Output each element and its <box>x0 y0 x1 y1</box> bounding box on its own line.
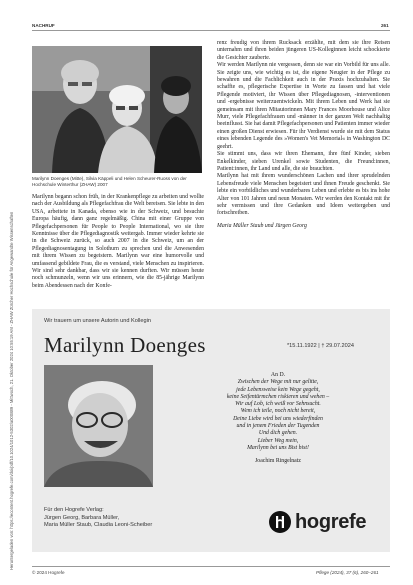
header-rule <box>32 30 390 31</box>
obituary-signatories <box>44 507 152 530</box>
obituary-intro: Wir trauern um unsere Autorin und Kollegin <box>44 318 151 324</box>
page-number: 261 <box>381 23 389 28</box>
paragraph: renz freudig von ihrem Rucksack erzählte, mit dem sie ihre Reisen unternahm und ihren beiden jüngeren US-Kolleginnen leicht schockierte die Gesichter zauberte. <box>217 40 390 61</box>
poem-line: Zwischen der Wege mit nur gelitte, <box>237 379 319 386</box>
poem-line: Deine Liebe wird bei uns wiederfinden <box>233 415 323 422</box>
group-photo-image <box>32 46 202 173</box>
poem-line: Wem ich teile, noch nicht bereit, <box>240 408 316 415</box>
signatory-line: Jürgen Georg, Barbara Müller, <box>44 514 120 521</box>
hogrefe-logo <box>269 508 366 536</box>
poem-line: jede Lebensweise kein Wege gegeht, <box>236 386 320 393</box>
paragraph: Sie stimmt uns, dass wir ihren Ehemann, ihre fünf Kinder, sieben Enkelkinder, sieben Urenkel sowie Studenten, die Freund:innen, Patient:innen, ihr Land und alle, die sie brauchten. <box>217 151 390 172</box>
group-photo <box>32 46 202 173</box>
obituary-name: Marilynn Doenges <box>44 333 206 357</box>
obituary-dates: *15.11.1922 | † 29.07.2024 <box>287 343 354 349</box>
poem-line: Marilynn bei uns Bist bist! <box>247 444 309 451</box>
obituary-portrait <box>44 365 153 487</box>
hogrefe-logo-icon <box>269 511 291 533</box>
portrait-image <box>44 365 153 487</box>
poem-line: An D. <box>270 372 286 378</box>
side-strip-text: Heruntergeladen von: https://econtent.hogrefe.com/doi/pdf/10.1024/1012-5302/a000889 - Mittwoch, 21. Oktober 2024 10:55:19 AM - ZHAW Zürcher Hochschule für Angewandte Wissenschaften <box>9 211 14 570</box>
poem-line: Und dich gehen. <box>258 430 298 437</box>
poem-line: und in jenem Frieden der Tugenden <box>236 423 320 430</box>
text-column-left <box>32 194 204 290</box>
author-signature: Maria Müller Staub und Jürgen Georg <box>217 222 307 229</box>
signatory-line: Für den Hogrefe Verlag: <box>44 507 104 513</box>
text-column-right <box>217 40 390 230</box>
footer-citation: Pflege (2024), 37 (6), 260–261 <box>316 570 379 575</box>
paragraph: Wir werden Marilynn nie vergessen, denn sie war ein Vorbild für uns alle. Sie zeigte uns, wie wichtig es ist, die eigene Neugier in der Pflege zu bewahren und die Fachlichkeit auch in der Praxis hochzuhalten. Sie schaffte es, pflegerische Expertise in Worte zu fassen und hat viele Pflegende motiviert, ihr Wissen über Pflegediagnosen, -interventionen und -ergebnisse weiterzuentwickeln. Mit ihrem Leben und Werk hat sie gemeinsam mit ihren Mitautorinnen Mary Frances Moorhouse und Alice Murr, viele Pflegefachfrauen und -männer in der ganzen Welt nachhaltig beeinflusst. Sie hat damit Pflegefachpersonen und Patienten immer wieder einen großen Dienst erwiesen. Für ihr Verdienst wurde sie mit dem Status eines lebenden Legende des »Women's Vet Memorial« in Washington DC geehrt. <box>217 62 390 150</box>
footer-rule <box>32 566 390 567</box>
hogrefe-logo-text: hogrefe <box>295 510 367 533</box>
footer-copyright: © 2024 Hogrefe <box>32 570 65 575</box>
poem-author: Joachim Ringelnatz <box>255 458 301 465</box>
paragraph: Marilynn begann schon früh, in der Krankenpflege zu arbeiten und wollte nach der Ausbildung als Pflegefachfrau die Welt bereisen. Sie lebte in den USA, arbeitete in Kanada, ebenso wie in der Schweiz, und besuchte Europa häufig, dann ganz regelmäßig. China mit einer Gruppe von Pflegefachpersonen für People to People International, wo sie ihre Kenntnisse über die Pflegediagnostik weitergab. Immer wieder kehrte sie in die Schweiz zurück, so auch 2007 in die Schweiz, um an der Pflegediagnosentagung in Solothurn zu sprechen und die Anwesenden mit ihrem Wissen zu begeistern. Marilynn war eine humorvolle und umfassend gebildete Frau, die es verstand, viele Menschen zu inspirieren. Wir sind sehr dankbar, dass wir sie kennen durften. Wir müssen heute noch schmunzeln, wenn wir uns erinnern, wie die 85-jährige Marilynn beim Abendessen nach der Konfe- <box>32 194 204 289</box>
poem-line: keine Seifentürmchen riskieren und wehen – <box>226 393 330 400</box>
side-strip <box>2 10 14 580</box>
poem-line: Lieber Weg mein, <box>257 437 299 444</box>
logo-glyph <box>273 515 287 529</box>
running-header-left: NACHRUF <box>32 23 55 28</box>
obituary-notice <box>32 309 390 552</box>
obituary-poem <box>168 372 388 466</box>
photo-caption: Marilynn Doenges (Mitte), Silvia Käppeli und Helen Scheurer-Ruoss von der Hochschule Winterthur (ZHAW) 2007 <box>32 176 187 187</box>
signatory-line: Maria Müller Staub, Claudia Leoni-Scheiber <box>44 522 153 528</box>
poem-line: Wir auf Lob, ich weiß vor Sehnsucht. <box>235 401 321 408</box>
paragraph: Marilynn hat mit ihrem wunderschönen Lachen und ihrer sprudelnden Lebensfreude viele Menschen begeistert und ihnen Freude geschenkt. Sie lebte ein vorbildliches und wunderbares Leben und erlebte es bis ins hohe Alter von 101 Jahren und neun Monaten. Wir werden den Kontakt mit ihr sehr vermissen und ihre Gedanken und Ideen weitergeben und fortschreiben. <box>217 173 390 217</box>
